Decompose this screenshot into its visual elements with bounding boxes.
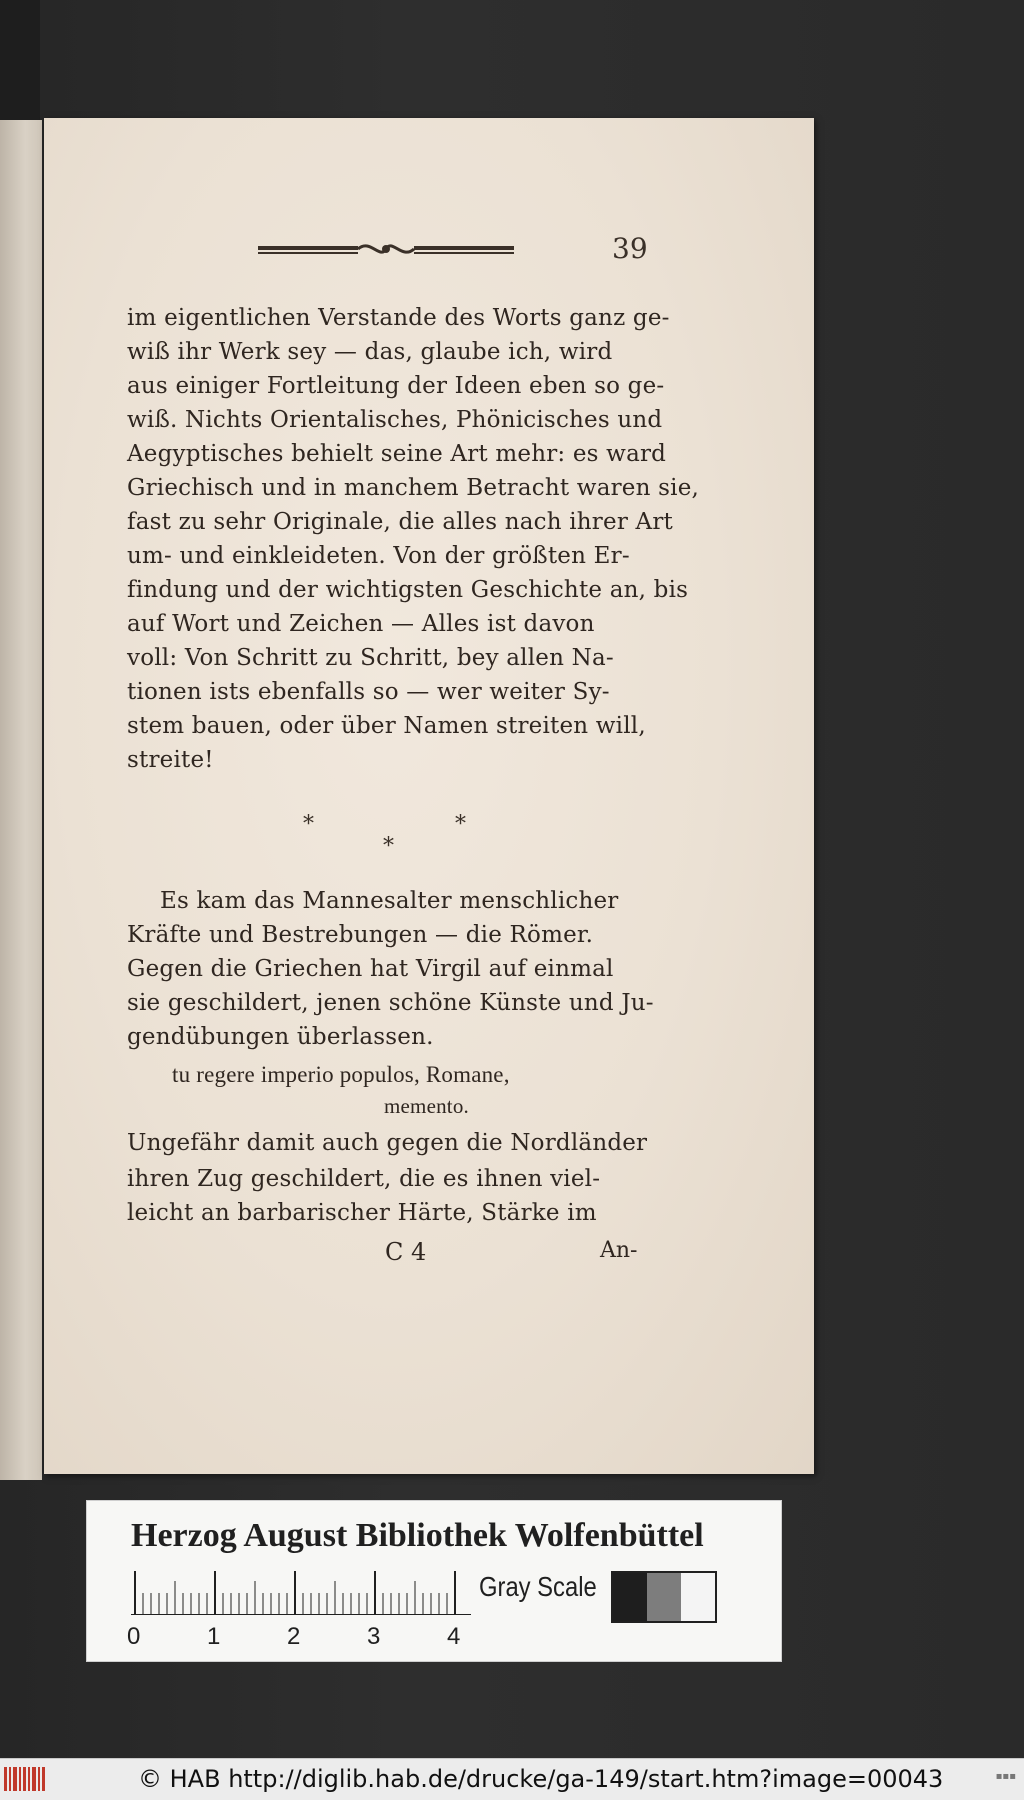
- previous-page-edge: [0, 120, 42, 1480]
- text-line: gendübungen überlassen.: [127, 1024, 434, 1050]
- asterisk: *: [455, 812, 466, 837]
- text-line: tionen ists ebenfalls so — wer weiter Sy-: [127, 679, 610, 705]
- library-name: Herzog August Bibliothek Wolfenbüttel: [131, 1517, 704, 1554]
- swatch-black: [613, 1573, 647, 1621]
- section-separator: [295, 812, 485, 862]
- binding-shadow: [0, 0, 40, 120]
- ruler-number: 3: [367, 1623, 381, 1650]
- corner-dots: ▪▪▪: [995, 1771, 1016, 1782]
- text-line: voll: Von Schritt zu Schritt, bey allen Na-: [127, 645, 614, 671]
- ornament-rule-icon: [258, 236, 514, 262]
- text-line: wiß ihr Werk sey — das, glaube ich, wird: [127, 339, 613, 365]
- ruler-number: 4: [447, 1623, 461, 1650]
- text-line: wiß. Nichts Orientalisches, Phönicisches und: [127, 407, 663, 433]
- text-line: um- und einkleideten. Von der größten Er-: [127, 543, 630, 569]
- color-target-card: [86, 1500, 782, 1662]
- swatch-white: [681, 1573, 715, 1621]
- text-line: streite!: [127, 747, 214, 773]
- latin-quote-line: tu regere imperio populos, Romane,: [172, 1062, 510, 1087]
- text-line: auf Wort und Zeichen — Alles ist davon: [127, 611, 595, 637]
- asterisk: *: [303, 812, 314, 837]
- text-line: Gegen die Griechen hat Virgil auf einmal: [127, 956, 614, 982]
- page-number: 39: [612, 232, 648, 265]
- latin-quote-line: memento.: [384, 1094, 469, 1118]
- footer-bar: [0, 1758, 1024, 1800]
- ruler-number: 1: [207, 1623, 221, 1650]
- text-line: Es kam das Mannesalter menschlicher: [160, 888, 619, 914]
- text-line: im eigentlichen Verstande des Worts ganz ge-: [127, 305, 670, 331]
- text-line: Ungefähr damit auch gegen die Nordländer: [127, 1130, 648, 1156]
- signature-mark: C 4: [385, 1238, 427, 1266]
- ruler-number: 2: [287, 1623, 301, 1650]
- text-line: ihren Zug geschildert, die es ihnen viel-: [127, 1166, 601, 1192]
- text-line: findung und der wichtigsten Geschichte an, bis: [127, 577, 689, 603]
- text-line: leicht an barbarischer Härte, Stärke im: [127, 1200, 597, 1226]
- barcode-logo-icon: [4, 1767, 46, 1791]
- asterisk: *: [383, 834, 394, 859]
- text-line: fast zu sehr Originale, die alles nach ihrer Art: [127, 509, 673, 535]
- copyright-url: © HAB http://diglib.hab.de/drucke/ga-149/start.htm?image=00043: [138, 1765, 944, 1793]
- catchword: An-: [600, 1238, 638, 1263]
- gray-scale-label: Gray Scale: [479, 1571, 597, 1602]
- text-line: Griechisch und in manchem Betracht waren sie,: [127, 475, 700, 501]
- text-line: aus einiger Fortleitung der Ideen eben so ge-: [127, 373, 665, 399]
- text-line: Aegyptisches behielt seine Art mehr: es ward: [127, 441, 667, 467]
- ruler-number: 0: [127, 1623, 141, 1650]
- text-line: stem bauen, oder über Namen streiten will,: [127, 713, 646, 739]
- swatch-gray: [647, 1573, 681, 1621]
- text-line: Kräfte und Bestrebungen — die Römer.: [127, 922, 594, 948]
- text-line: sie geschildert, jenen schöne Künste und Ju-: [127, 990, 654, 1016]
- gray-scale-swatch: [611, 1571, 717, 1623]
